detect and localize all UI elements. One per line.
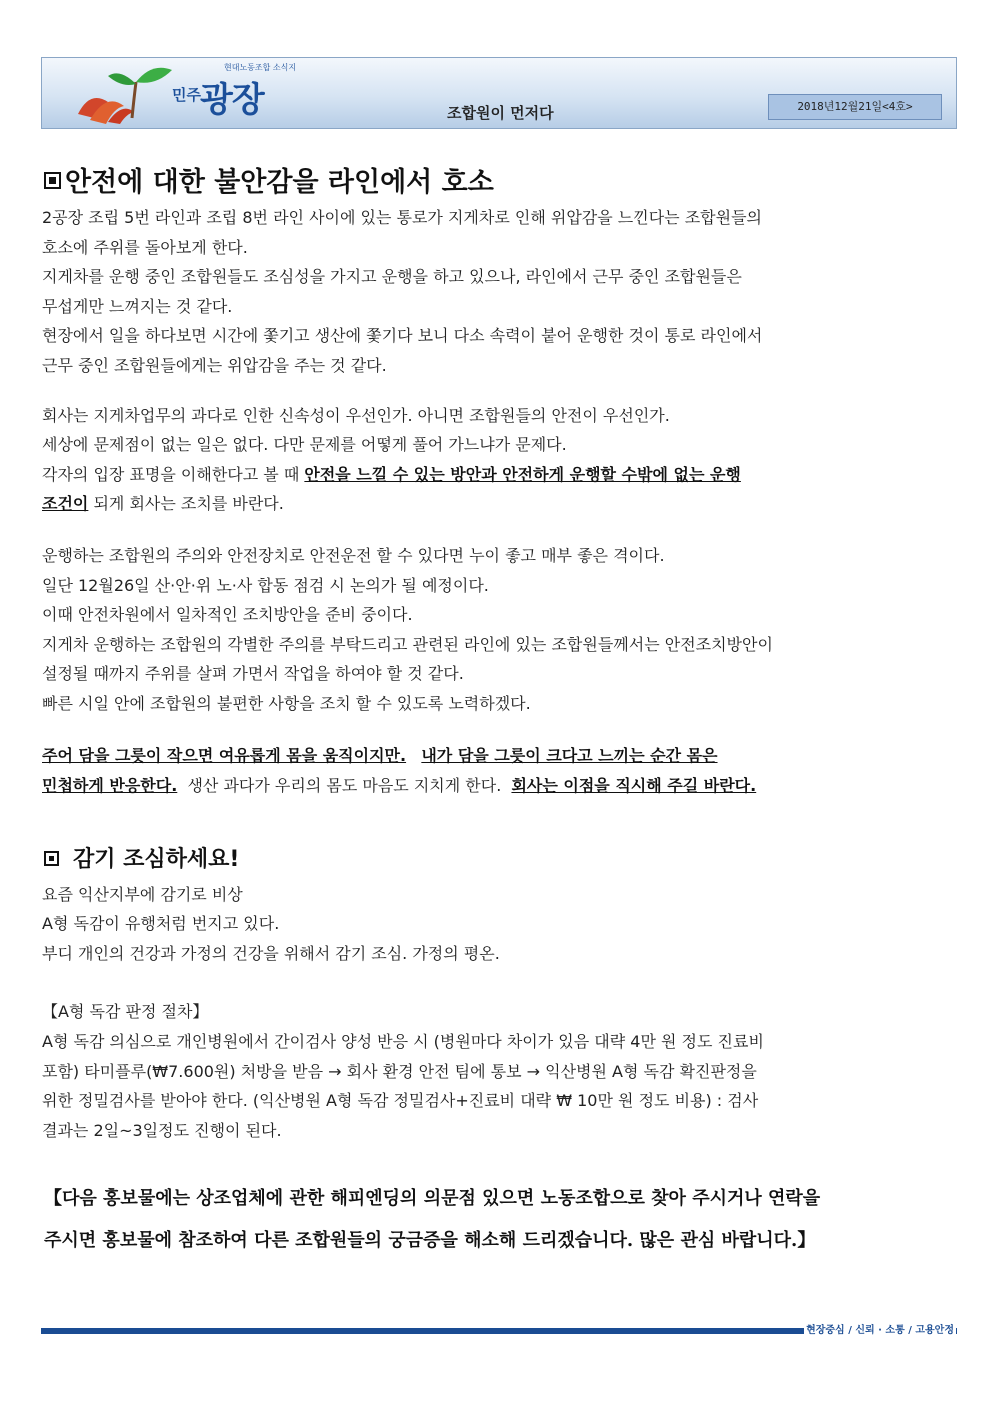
paragraph-line: A형 독감이 유행처럼 번지고 있다. (42, 914, 280, 933)
logo-small-text: 현대노동조합 소식지 (224, 63, 297, 72)
underlined-emphasis: 조건이 (42, 494, 89, 513)
logo-title: 광장 (200, 80, 264, 120)
sprout-logo-icon (72, 62, 182, 126)
paragraph-line: 설정될 때까지 주위를 살펴 가면서 작업을 하여야 할 것 같다. (42, 664, 464, 683)
paragraph-line: 호소에 주위를 돌아보게 한다. (42, 238, 248, 257)
paragraph-line: A형 독감 의심으로 개인병원에서 간이검사 양성 반응 시 (병원마다 차이가 있음 대략 4만 원 정도 진료비 (42, 1032, 764, 1051)
banner-slogan: 조합원이 먼저다 (447, 104, 554, 122)
paragraph-line: 2공장 조립 5번 라인과 조립 8번 라인 사이에 있는 통로가 지게차로 인해 위압감을 느낀다는 조합원들의 (42, 208, 762, 227)
logo-prefix: 민주 (172, 86, 201, 104)
procedure-title: 【A형 독감 판정 절차】 (42, 1002, 209, 1021)
paragraph-line: 근무 중인 조합원들에게는 위압감을 주는 것 같다. (42, 356, 387, 375)
paragraph-line: 지게차 운행하는 조합원의 각별한 주의를 부탁드리고 관련된 라인에 있는 조합원들께서는 안전조치방안이 (42, 635, 773, 654)
paragraph-line: 지게차를 운행 중인 조합원들도 조심성을 가지고 운행을 하고 있으나, 라인에서 근무 중인 조합원들은 (42, 267, 742, 286)
section2-title: 감기 조심하세요! (44, 842, 239, 873)
paragraph-line: 각자의 입장 표명을 이해한다고 볼 때 안전을 느낄 수 있는 방안과 안전하게 운행할 수밖에 없는 운행 (42, 465, 741, 484)
paragraph-line: 운행하는 조합원의 주의와 안전장치로 안전운전 할 수 있다면 누이 좋고 매부 좋은 격이다. (42, 546, 665, 565)
emphasis-line: 주어 담을 그릇이 작으면 여유롭게 몸을 움직이지만. 내가 담을 그릇이 크다고 느끼는 순간 몸은 (42, 746, 718, 765)
underlined-emphasis: 안전을 느낄 수 있는 방안과 안전하게 운행할 수밖에 없는 운행 (304, 465, 741, 484)
footer-tagline: 현장중심 / 신뢰 · 소통 / 고용안정 (804, 1321, 956, 1336)
paragraph-line: 조건이 되게 회사는 조치를 바란다. (42, 494, 284, 513)
paragraph-line: 빠른 시일 안에 조합원의 불편한 사항을 조치 할 수 있도록 노력하겠다. (42, 694, 531, 713)
square-bullet-icon (44, 851, 59, 866)
paragraph-line: 부디 개인의 건강과 가정의 건강을 위해서 감기 조심. 가정의 평온. (42, 944, 500, 963)
paragraph-line: 현장에서 일을 하다보면 시간에 쫓기고 생산에 쫓기다 보니 다소 속력이 붙어 운행한 것이 통로 라인에서 (42, 326, 763, 345)
paragraph-line: 일단 12월26일 산·안·위 노·사 합동 점검 시 논의가 될 예정이다. (42, 576, 489, 595)
emphasis-line: 민첩하게 반응한다. 생산 과다가 우리의 몸도 마음도 지치게 한다. 회사는 이점을 직시해 주길 바란다. (42, 776, 757, 795)
paragraph-line: 회사는 지게차업무의 과다로 인한 신속성이 우선인가. 아니면 조합원들의 안전이 우선인가. (42, 406, 670, 425)
notice-line: 【다음 홍보물에는 상조업체에 관한 해피엔딩의 의문점 있으면 노동조합으로 찾아 주시거나 연락을 (44, 1188, 821, 1209)
paragraph-line: 무섭게만 느껴지는 것 같다. (42, 297, 233, 316)
paragraph-line: 포함) 타미플루(₩7.600원) 처방을 받음 → 회사 환경 안전 팀에 통보 → 익산병원 A형 독감 확진판정을 (42, 1062, 757, 1081)
issue-date-badge: 2018년12월21일<4호> (768, 94, 942, 120)
square-bullet-icon (44, 172, 61, 189)
paragraph-line: 이때 안전차원에서 일차적인 조치방안을 준비 중이다. (42, 605, 413, 624)
paragraph-line: 요즘 익산지부에 감기로 비상 (42, 885, 243, 904)
paragraph-line: 위한 정밀검사를 받아야 한다. (익산병원 A형 독감 정밀검사+진료비 대략 ₩ 10만 원 정도 비용) : 검사 (42, 1091, 759, 1110)
logo (72, 62, 302, 126)
notice-line: 주시면 홍보물에 참조하여 다른 조합원들의 궁금증을 해소해 드리겠습니다. 많은 관심 바랍니다.】 (44, 1230, 816, 1251)
header-banner (41, 57, 957, 129)
paragraph-line: 세상에 문제점이 없는 일은 없다. 다만 문제를 어떻게 풀어 가느냐가 문제다. (42, 435, 567, 454)
paragraph-line: 결과는 2일~3일정도 진행이 된다. (42, 1121, 282, 1140)
section1-title: 안전에 대한 불안감을 라인에서 호소 (44, 160, 494, 199)
